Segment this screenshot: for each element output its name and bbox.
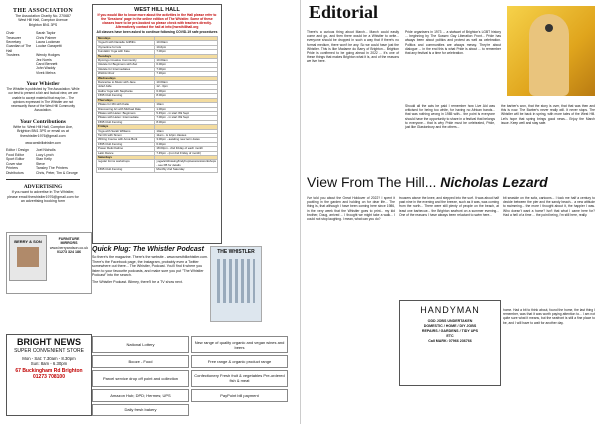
whistler-cover-image [210, 246, 262, 322]
right-page [300, 0, 600, 424]
session-name: Dancerise to Music with Jane [97, 81, 155, 85]
address-line: Brighton BN1 3PS [28, 22, 58, 27]
association-address [6, 14, 80, 27]
officer-name: Jez Norris [36, 57, 52, 62]
session-time: yoga/art/drawing/lindyhop/sessions/workshops - see FB for details [156, 159, 216, 167]
handyman-line: Call MARK: 07966 236766 [428, 339, 472, 343]
session-time: 7.45pm - (not 2nd Friday of month) [155, 151, 218, 155]
session-time: 3.00pm - awaiting new term dates [155, 138, 218, 142]
service-item: New range of quality organic and vegan wines and beers [191, 336, 288, 353]
staff-role: Editor / Design [6, 148, 29, 153]
view-column-4: home. Had a bit to think about, found the home, the last thing I remember, was that it was worth paying attention to... I am not quite sure what it means, but the seafront is still a fine place to be, and I will have to wait for another day. [503, 308, 595, 325]
session-time: 7.30pm [155, 72, 218, 76]
furniture-line: MIRRORS [60, 241, 78, 246]
staff-name: Stan Kelly [36, 157, 52, 162]
staff-name: Lucy Lynch [36, 152, 54, 157]
staff-name: Joel Nicholls [36, 148, 56, 153]
staff-list [6, 148, 80, 174]
cover-star-photo [507, 6, 595, 96]
officer-name: Sarah Taylor [36, 31, 56, 36]
quick-plug-title: Quick Plug: The Whistler Podcast [92, 246, 205, 253]
staff-role: Cover star [6, 161, 23, 166]
session-time: 10am [155, 103, 218, 107]
session-name: Ukulele for Intermediates [97, 67, 155, 71]
session-name: 1595 Club Fencing [97, 120, 155, 124]
hall-title: WEST HILL HALL [134, 7, 180, 13]
officer-name: Carol Bennett [36, 62, 58, 67]
officer-name: Laura Lockman [36, 40, 61, 45]
session-name: 1595 Club Fencing [97, 168, 155, 172]
session-name: Wednesdays [97, 76, 155, 80]
session-time: 18.00pm - 2nd Friday of each month [155, 147, 218, 151]
contributions-heading: Your Contributions [20, 118, 66, 125]
officers-list [6, 31, 80, 75]
officer-row [6, 71, 80, 75]
officer-role: Treasurer [6, 35, 22, 40]
service-item: Parcel service drop off point and collection [92, 370, 189, 387]
hall-schedule-table [96, 36, 218, 173]
furniture-line: www.berryandson.co.uk [49, 245, 89, 250]
session-name: Pilates for Mũ with Katie [97, 103, 155, 107]
bright-news-ad [6, 334, 92, 416]
session-name: Latin Dance [97, 151, 155, 155]
shopfront-image [17, 247, 39, 267]
handyman-line: ETC [446, 334, 454, 338]
session-time: 12 - 3pm [155, 85, 218, 89]
whistler-cover-title: THE WHISTLER [217, 249, 255, 255]
view-column-3: bit seaside on the sofa, cartoons... I took me half a century to decide between the pier and the sandy beach... a new attitude to swimming... the more I thought about it, the happier I was. Who doesn't want a home? Isn't that what I came here for? Had a hell of a time ... the point being, I'm still here, really. [503, 196, 595, 217]
hall-notice [93, 13, 221, 29]
handyman-line: REPAIRS / GARDENS / TIDY UPS [421, 329, 479, 333]
handyman-title: HANDYMAN [420, 305, 480, 315]
session-name: Tuesdays [97, 54, 155, 58]
session-name: Ukulele for Beginners with Zac [97, 63, 155, 67]
session-time: 7.00pm - in start Wk Sept [155, 116, 218, 120]
address-line: The Association Charity No. 270687 [15, 14, 71, 18]
session-time: 10.00am [155, 41, 218, 45]
session-name: Yoga with Sarah Williams [97, 129, 155, 133]
covid-notice: All classes have been asked to continue following COVID-19 safe procedures [96, 30, 218, 34]
whistler-heading: Your Whistler [26, 81, 60, 88]
view-from-the-hill-title [307, 174, 548, 190]
microphone-icon [545, 24, 553, 32]
officer-name: John Waddy [36, 66, 56, 71]
session-time: Monthly 2nd Saturday [155, 168, 218, 172]
officer-name: Vivek Mehra [36, 70, 56, 75]
session-time: 10-6pm [155, 45, 218, 49]
officer-row [6, 44, 80, 53]
service-item: Amazon Hub; DPD; Hermes; UPS [92, 389, 189, 401]
staff-name: Chris, Peter, Tim & George [36, 170, 78, 175]
officer-name: Louise Garapetti [36, 44, 62, 49]
berry-logo-name: BERRY & SON [14, 239, 42, 244]
staff-name: Steve [36, 161, 45, 166]
session-name: Pilates with Helen: Intermediate [97, 116, 155, 120]
officer-name: Chris Palmer [36, 35, 57, 40]
bright-news-subtitle: SUPER CONVENIENT STORE [14, 348, 84, 354]
advertising-heading: ADVERTISING [23, 183, 63, 190]
session-time: 10.00am [155, 81, 218, 85]
session-name: Thursdays [97, 98, 155, 102]
service-item: Booze - Food [92, 355, 189, 367]
schedule-row [97, 168, 218, 172]
contributions-text: Write to: West Hill Hall, Compton Ave, Brighton BN1 3PS or email us at thewhistler1976@gmail.com [12, 124, 74, 138]
quick-plug-text: So there's the magazine. There's the website - www.westhillwhistler.com. There's the Facebook page, the Instagram, probably even a Twitter somewhere out there... The Whistler, Podcast. You'll find it where you listen to your favourite podcasts, and make sure you put "The Whistler Podcast" into the search. [92, 255, 208, 278]
officer-role [6, 71, 36, 75]
session-name: Tai Chi with Simon [97, 133, 155, 137]
session-time: 10.00am [155, 59, 218, 63]
staff-row [6, 171, 80, 175]
berry-and-son-ad [6, 232, 92, 294]
furniture-text [49, 237, 89, 255]
session-name: 1595 Club Fencing [97, 142, 155, 146]
session-time: 8.00pm [155, 94, 218, 98]
session-name: Discovering Art with Michael Dale [97, 107, 155, 111]
session-time: 7.00pm [155, 67, 218, 71]
staff-role: Distributors [6, 170, 24, 175]
session-time: 6.00pm [155, 89, 218, 93]
session-time: 11am - & 12pm classes [155, 133, 218, 137]
furniture-line: 01273 324 186 [57, 250, 81, 255]
editorial-column-1: There's a curious thing about March... March could easily come and go, and then there would be a Whistler to write... everyone should be dropped in such a way that if there's no formal medium, there won't be any. So we could have just the Whistler. This is like Madame du Barry of Brighton... Brighton Pride is confirmed to be going ahead in 2022 ... it's one of these things that makes Brighton what it is, and of the reasons we live here. [307, 30, 399, 64]
handyman-line: DOMESTIC / HOME / DIY JOBS [423, 324, 477, 328]
session-name: Rpmingo Creative Community [97, 59, 155, 63]
handyman-details [400, 319, 500, 344]
session-time: 6.00pm [155, 63, 218, 67]
service-item: Free range & organic product range [191, 355, 288, 367]
officer-role: Chair [6, 31, 15, 36]
berry-logo [9, 235, 47, 281]
service-item: PayPoint bill payment [191, 389, 288, 401]
session-name: Pilates with Helen: Beginners [97, 111, 155, 115]
handyman-line: ODD JOBS UNDERTAKEN [427, 319, 473, 323]
session-name: WHCA Choir [97, 72, 155, 76]
editorial-title: Editorial [309, 2, 379, 22]
staff-role: Food Editor [6, 152, 25, 157]
officer-role: Secretary [6, 40, 21, 45]
view-author: Nicholas Lezard [440, 174, 548, 190]
handyman-ad [399, 300, 501, 386]
bright-news-address: 67 Buckingham Rd Brighton [15, 368, 83, 375]
bright-news-hours [7, 356, 91, 366]
hours-line: Sun: 8am - 6.30pm [30, 361, 68, 367]
whistler-blurb: The Whistler is published by The Association. While our best to present a fair and factual view, we are unable to accept material that may be... The opinions expressed in The Whistler are not necessarily those of the West Hill Community Association. [6, 87, 80, 113]
address-line: West Hill Hall, Compton Avenue [18, 18, 68, 23]
staff-role: Printers [6, 166, 19, 171]
sidebar [6, 8, 80, 204]
hours-line: Mon - Sat: 7.30am - 8.30pm [22, 356, 76, 361]
session-time: 10am [155, 129, 218, 133]
editorial-column-4: the barber's won, that the story is over, that that was then and this is now. The Barber's never really will. It never stops. The Whistler will be back in spring, with more tales of the West Hill. Let's hope that spring brings good news... Enjoy the March issue. Keep well and stay safe. [501, 104, 595, 125]
session-name: regular forms workshops [97, 160, 155, 168]
service-item: Daily fresh bakery [92, 404, 189, 416]
view-title-text: View From The Hill... [307, 174, 441, 190]
view-column-2: trousers above the knee, and stepped into the surf. It was about half past nine in the evening and the breeze, such as it was, was coming from the north... There were still plenty of people on the beach, at least one barbecue... the Brighton seafront on a summer evening... One of the reasons I have always been reluctant to swim here... [399, 196, 499, 217]
editorial-column-3: Should all the acts be paid I remember how Live Aid was criticised for being too white, for having no African bands... that was nothing wrong in 1985 with... the point is everyone should have the opportunity to share in a festival that belongs to everyone... that is why Pride must be celebrated, Pride, just like Glastonbury and the others... [405, 104, 495, 130]
session-time: 7.00pm [155, 50, 218, 54]
quick-plug-section [92, 246, 208, 336]
session-name: Writing Course with Anna Burtt [97, 138, 155, 142]
officer-role: Trustees [6, 53, 20, 58]
session-name: Kundalini Yoga with Kate [97, 50, 155, 54]
hall-email-link[interactable]: info@westhillhall.org [165, 25, 199, 29]
website-link[interactable]: www.westhillwhistler.com [25, 141, 61, 146]
furniture-line: FURNITURE [58, 237, 80, 241]
west-hill-hall-box [92, 4, 222, 244]
session-name: Hatha Yoga with Stephanie [97, 89, 155, 93]
bright-news-title: BRIGHT NEWS [17, 337, 81, 347]
session-name: Fridays [97, 125, 155, 129]
service-item: Confectionery Fresh fruit & vegetables Pre-ordered fish & meat [191, 370, 288, 387]
officer-role: Guardian of The Hall [6, 44, 32, 53]
advertising-text: If you want to advertise in The Whistler, please email thewhistler1976@gmail.com for an advertising booking form [7, 189, 79, 204]
association-title: THE ASSOCIATION [13, 8, 73, 14]
staff-name: Tansley The Printers [36, 166, 68, 171]
session-name: Jolief Jolfe [97, 85, 155, 89]
session-name: Mondays [97, 37, 155, 41]
session-name: rhymetime for tots [97, 45, 155, 49]
session-name: Power Reiki Kalimo [97, 147, 155, 151]
hall-notice-text: If you would like to know more about the activities in the Hall please refer to the 'Sessions' page in the online edition of The Whistler. Some of these classes have to be pre-booked so please check with teachers directly. Alternatively contact the hall at [97, 13, 217, 29]
editorial-column-2: Pride organisers in 1973 ... a stalwart of Brighton's LGBT history ... beginning by The Sussex Gay Liberation Front... Pride has always been about politics and protest as well as celebration. Politics and communities are always messy. They're about dialogue ... in the end this is what Pride is about ... to remember that any festival is a time for celebration. [405, 30, 501, 56]
officer-name: Wendy Hodges [36, 53, 60, 58]
bright-news-phone: 01273 708100 [33, 374, 65, 381]
services-grid [92, 336, 288, 416]
quick-plug-text-2: The Whistler Podcast. Blimey, there'll be a TV show next. [92, 279, 183, 284]
session-name: 1595 Club Fencing [97, 94, 155, 98]
service-item: National Lottery [92, 336, 189, 353]
divider [6, 179, 80, 180]
session-time: 6.00pm [155, 142, 218, 146]
cover-illustration [217, 259, 255, 303]
view-column-1: I've told you about the Great Holdover of 2022? I spent it pootling in the garden and holding on for dear life... The thing is, that although I have been coming here since 1986, in the very week that the Whistler goes to print... my kid brother, Doug, arrived ... I thought we might take a walk... I could not stop laughing. I mean, what can you do? [307, 196, 395, 222]
session-time: 5.45pm - in start Wk Sept [155, 111, 218, 115]
session-name: Saturdays [97, 155, 155, 159]
session-name: Yoga-fit with Danielle Griffiths [97, 41, 155, 45]
staff-role: Sport Editor [6, 157, 25, 162]
session-time: 1.00pm [155, 107, 218, 111]
session-time: 8.00pm [155, 120, 218, 124]
